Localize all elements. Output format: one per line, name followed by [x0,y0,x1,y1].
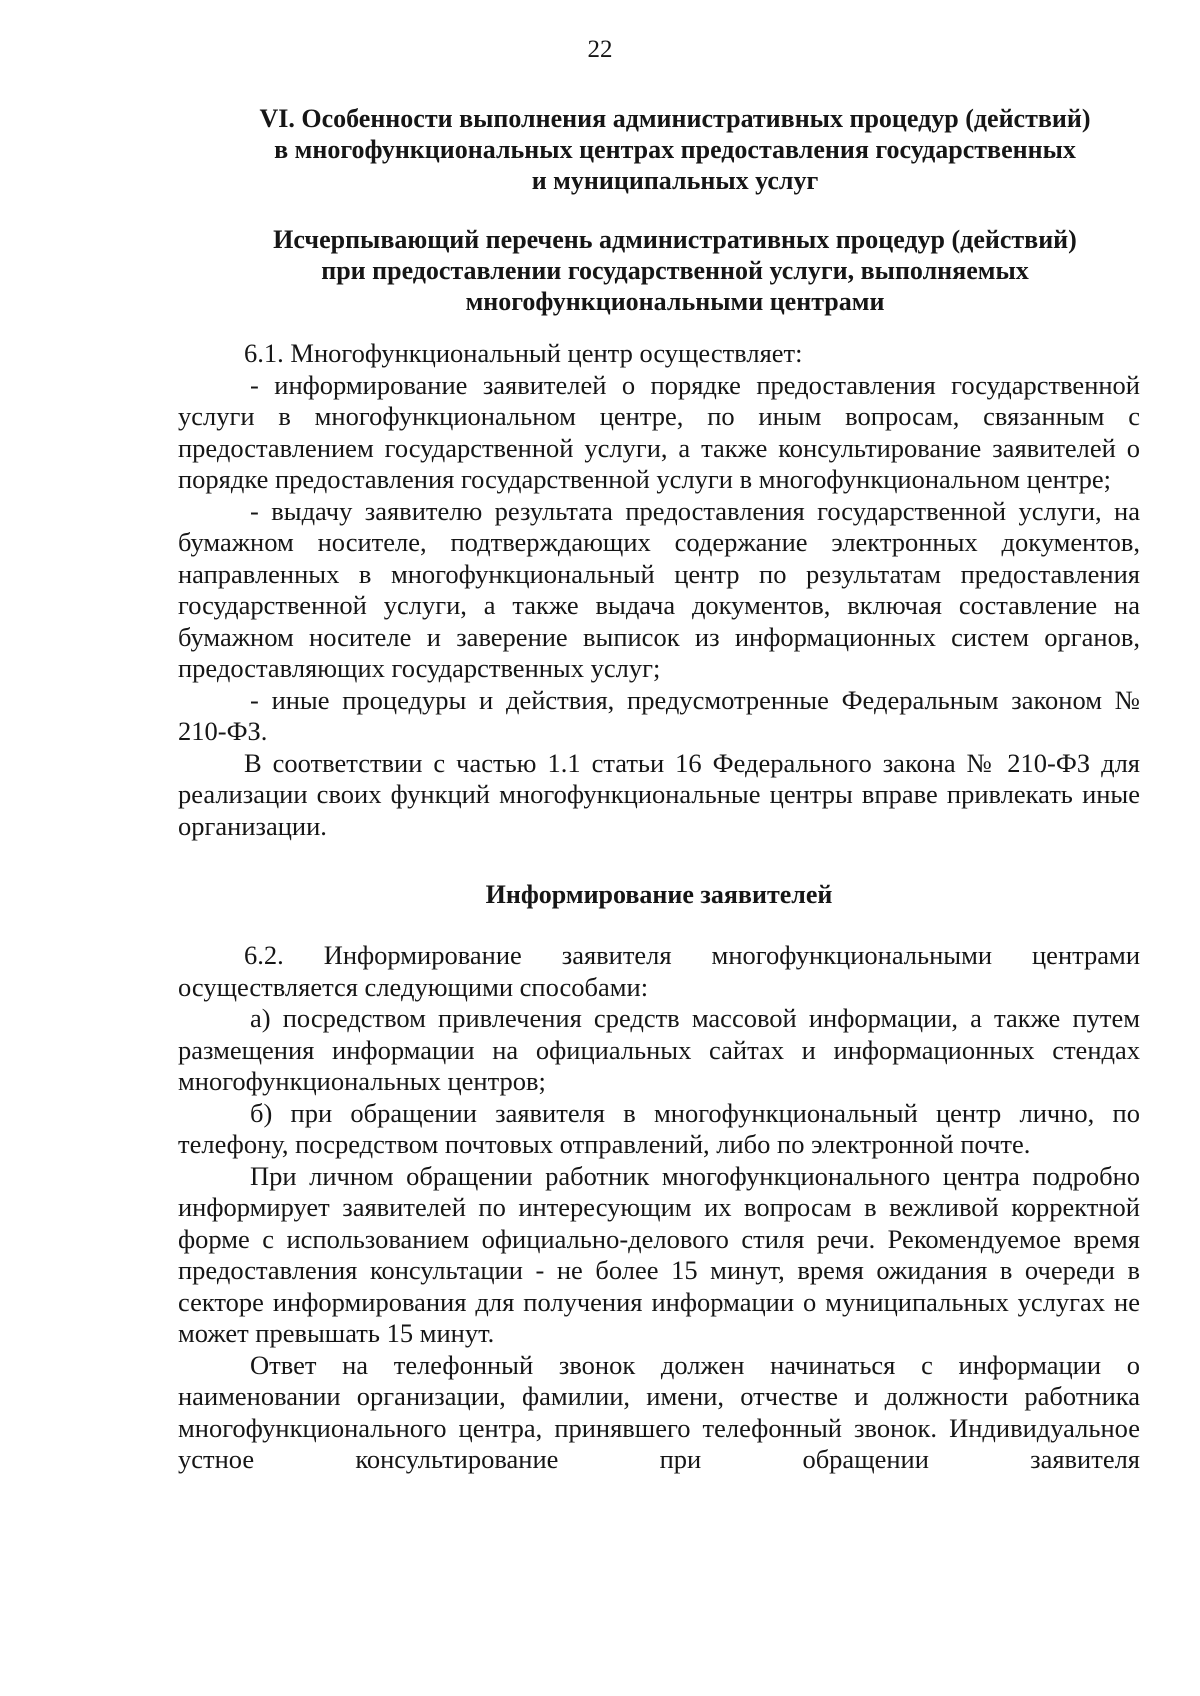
paragraph: а) посредством привлечения средств массовой информации, а также путем размещения информации на официальных сайтах и информационных стендах многофункциональных центров; [178,1003,1140,1096]
section-heading-line: VI. Особенности выполнения административных процедур (действий) [259,104,1091,133]
paragraph: 6.2. Информирование заявителя многофункциональными центрами осуществляется следующими способами: [178,940,1140,1002]
section-heading [210,103,1140,196]
informing-heading: Информирование заявителей [485,880,833,909]
section-6-1-body [178,338,1140,842]
section-heading-line: и муниципальных услуг [531,166,819,195]
paragraph: - выдачу заявителю результата предоставления государственной услуги, на бумажном носителе, подтверждающих содержание электронных документов, направленных в многофункциональный центр по результатам предоставления государственной услуги, а также выдача документов, включая составление на бумажном носителе и заверение выписок из информационных систем органов, предоставляющих государственных услуг; [178,495,1140,683]
paragraph: Ответ на телефонный звонок должен начинаться с информации о наименовании организации, фамилии, имени, отчестве и должности работника многофункционального центра, принявшего телефонный звонок. Индивидуальное устное консультирование при обращении заявителя [178,1349,1140,1474]
paragraph: 6.1. Многофункциональный центр осуществляет: [244,338,803,368]
list-heading-line: при предоставлении государственной услуги, выполняемых [321,256,1029,285]
paragraph: В соответствии с частью 1.1 статьи 16 Федерального закона № 210-ФЗ для реализации своих функций многофункциональные центры вправе привлекать иные организации. [178,747,1140,841]
page-number: 22 [587,36,613,63]
section-6-2-body [178,940,1140,1476]
paragraph: - информирование заявителей о порядке предоставления государственной услуги в многофункциональном центре, по иным вопросам, связанным с предоставлением государственной услуги, а также консультирование заявителей о порядке предоставления государственной услуги в многофункциональном центре; [178,369,1140,494]
list-heading [210,224,1140,317]
list-heading-line: Исчерпывающий перечень административных процедур (действий) [273,225,1077,254]
section-heading-line: в многофункциональных центрах предоставления государственных [274,135,1076,164]
list-heading-line: многофункциональными центрами [465,287,885,316]
paragraph: б) при обращении заявителя в многофункциональный центр лично, по телефону, посредством почтовых отправлений, либо по электронной почте. [178,1097,1140,1159]
paragraph: - иные процедуры и действия, предусмотренные Федеральным законом № 210-ФЗ. [178,684,1140,746]
paragraph: При личном обращении работник многофункционального центра подробно информирует заявителей по интересующим их вопросам в вежливой корректной форме с использованием официально-делового стиля речи. Рекомендуемое время предоставления консультации - не более 15 минут, время ожидания в очереди в секторе информирования для получения информации о муниципальных услугах не может превышать 15 минут. [178,1160,1140,1348]
